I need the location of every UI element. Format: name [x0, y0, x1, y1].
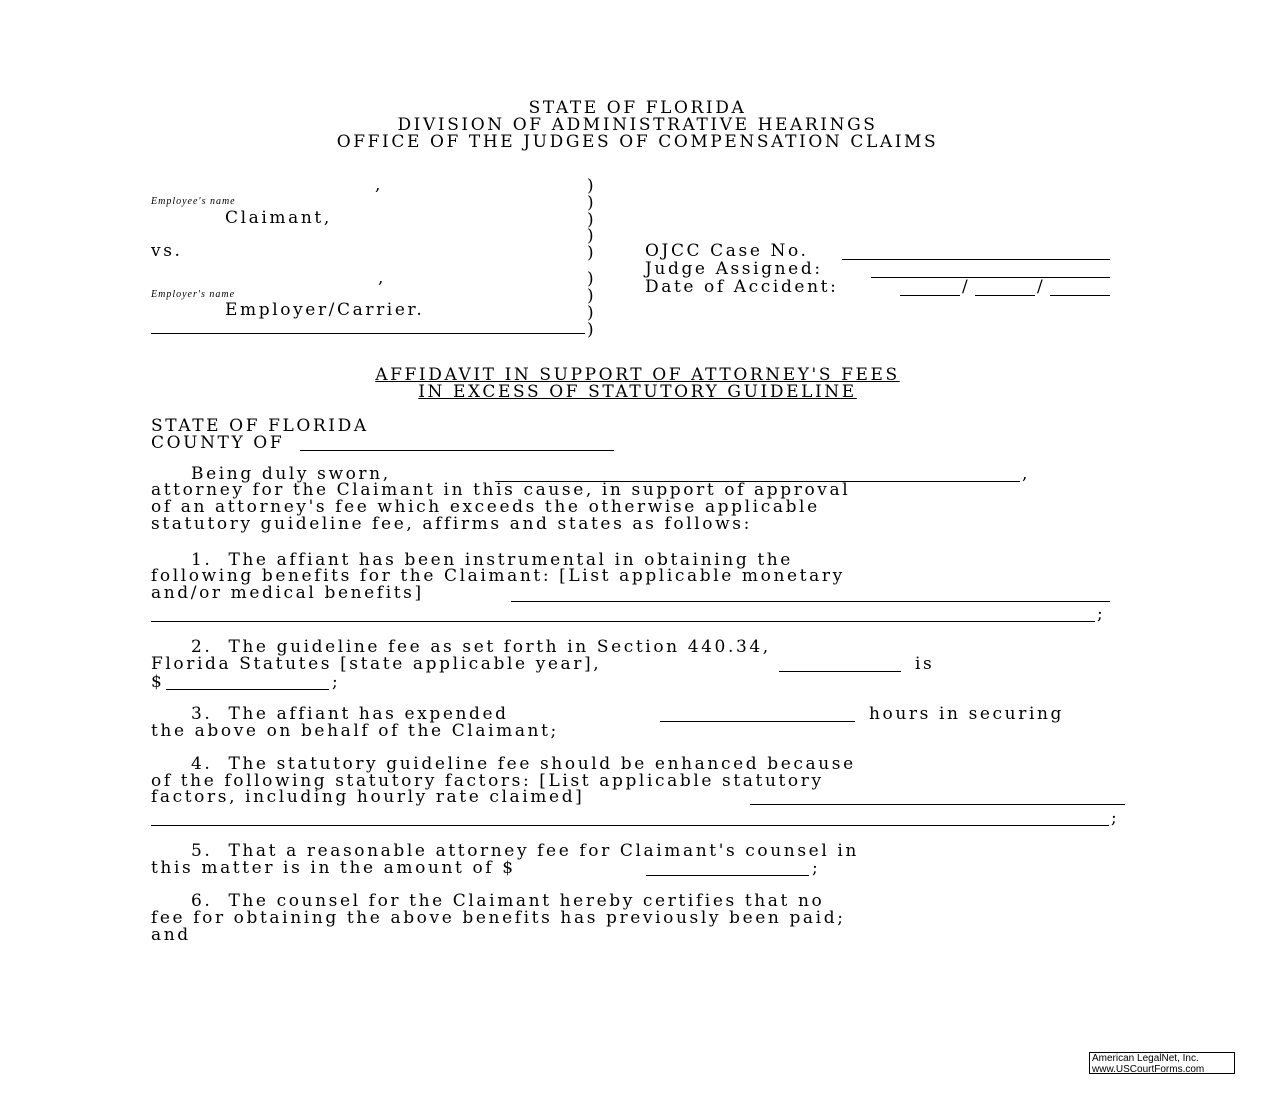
header-state: STATE OF FLORIDA	[528, 98, 747, 118]
caption-paren: )	[587, 210, 594, 230]
item-6-text: 6. The counsel for the Claimant hereby certifies that no	[151, 891, 825, 911]
item-1-text: 1. The affiant has been instrumental in obtaining the	[151, 550, 793, 570]
venue-state: STATE OF FLORIDA	[151, 416, 369, 436]
date-slash: /	[1037, 277, 1046, 297]
date-slash: /	[962, 277, 971, 297]
item-5-text: 5. That a reasonable attorney fee for Claimant's counsel in	[151, 841, 859, 861]
item-1-text: and/or medical benefits]	[151, 583, 424, 603]
benefits-field-continued[interactable]	[151, 621, 1095, 622]
applicable-year-field[interactable]	[779, 671, 901, 672]
header-division: DIVISION OF ADMINISTRATIVE HEARINGS	[397, 115, 878, 135]
intro-line: Being duly sworn,	[151, 464, 391, 484]
employer-name-hint: Employer's name	[151, 289, 236, 300]
accident-month-field[interactable]	[900, 295, 960, 296]
accident-day-field[interactable]	[975, 295, 1035, 296]
claimant-label: Claimant,	[225, 208, 332, 228]
caption-paren: )	[587, 269, 594, 289]
item-3-text: the above on behalf of the Claimant;	[151, 721, 559, 741]
item-5-text: this matter is in the amount of $	[151, 858, 516, 878]
caption-paren: )	[587, 320, 594, 340]
item-3-text: 3. The affiant has expended	[151, 704, 509, 724]
intro-comma: ,	[1022, 464, 1031, 484]
employee-name-hint: Employee's name	[151, 196, 236, 207]
publisher-name: American LegalNet, Inc.	[1092, 1053, 1199, 1064]
header-office: OFFICE OF THE JUDGES OF COMPENSATION CLAIMS	[336, 132, 939, 152]
item-2-text: Florida Statutes [state applicable year],	[151, 654, 602, 674]
case-number-field[interactable]	[842, 259, 1110, 260]
judge-assigned-field[interactable]	[871, 277, 1110, 278]
item-2-is: is	[915, 654, 935, 674]
employer-comma: ,	[378, 268, 387, 288]
factors-field-continued[interactable]	[151, 825, 1109, 826]
caption-paren: )	[587, 176, 594, 196]
intro-line: attorney for the Claimant in this cause, in support of approval	[151, 480, 851, 500]
affidavit-title-line1: AFFIDAVIT IN SUPPORT OF ATTORNEY'S FEES	[375, 365, 900, 385]
hours-field[interactable]	[660, 721, 855, 722]
item-6-text: and	[151, 925, 191, 945]
affidavit-title-line2: IN EXCESS OF STATUTORY GUIDELINE	[418, 382, 857, 402]
item-4-text: factors, including hourly rate claimed]	[151, 787, 585, 807]
intro-line: of an attorney's fee which exceeds the otherwise applicable	[151, 497, 820, 517]
caption-paren: )	[587, 243, 594, 263]
caption-bottom-line	[151, 333, 585, 334]
benefits-field[interactable]	[511, 601, 1110, 602]
caption-paren: )	[587, 286, 594, 306]
semicolon: ;	[812, 858, 821, 878]
semicolon: ;	[332, 672, 341, 692]
caption-paren: )	[587, 193, 594, 213]
judge-assigned-label: Judge Assigned:	[645, 259, 823, 279]
item-1-text: following benefits for the Claimant: [List applicable monetary	[151, 566, 845, 586]
case-number-label: OJCC Case No.	[645, 241, 809, 261]
guideline-fee-field[interactable]	[166, 689, 329, 690]
item-2-text: 2. The guideline fee as set forth in Section 440.34,	[151, 637, 771, 657]
item-6-text: fee for obtaining the above benefits has previously been paid;	[151, 908, 846, 928]
versus-label: vs.	[151, 241, 183, 261]
factors-field[interactable]	[750, 804, 1125, 805]
county-field[interactable]	[300, 450, 614, 451]
item-3-text: hours in securing	[869, 704, 1065, 724]
publisher-url[interactable]: www.USCourtForms.com	[1092, 1064, 1205, 1075]
reasonable-fee-field[interactable]	[646, 875, 809, 876]
publisher-stamp	[1089, 1052, 1235, 1074]
item-2-dollar: $	[151, 672, 165, 692]
item-4-text: 4. The statutory guideline fee should be enhanced because	[151, 754, 856, 774]
item-4-text: of the following statutory factors: [List applicable statutory	[151, 771, 824, 791]
caption-paren: )	[587, 303, 594, 323]
intro-line: statutory guideline fee, affirms and states as follows:	[151, 514, 752, 534]
semicolon: ;	[1097, 604, 1106, 624]
semicolon: ;	[1111, 808, 1120, 828]
employee-comma: ,	[375, 175, 384, 195]
venue-county-label: COUNTY OF	[151, 433, 285, 453]
caption-paren: )	[587, 226, 594, 246]
date-of-accident-label: Date of Accident:	[645, 277, 839, 297]
employer-carrier-label: Employer/Carrier.	[225, 300, 425, 320]
accident-year-field[interactable]	[1050, 295, 1110, 296]
